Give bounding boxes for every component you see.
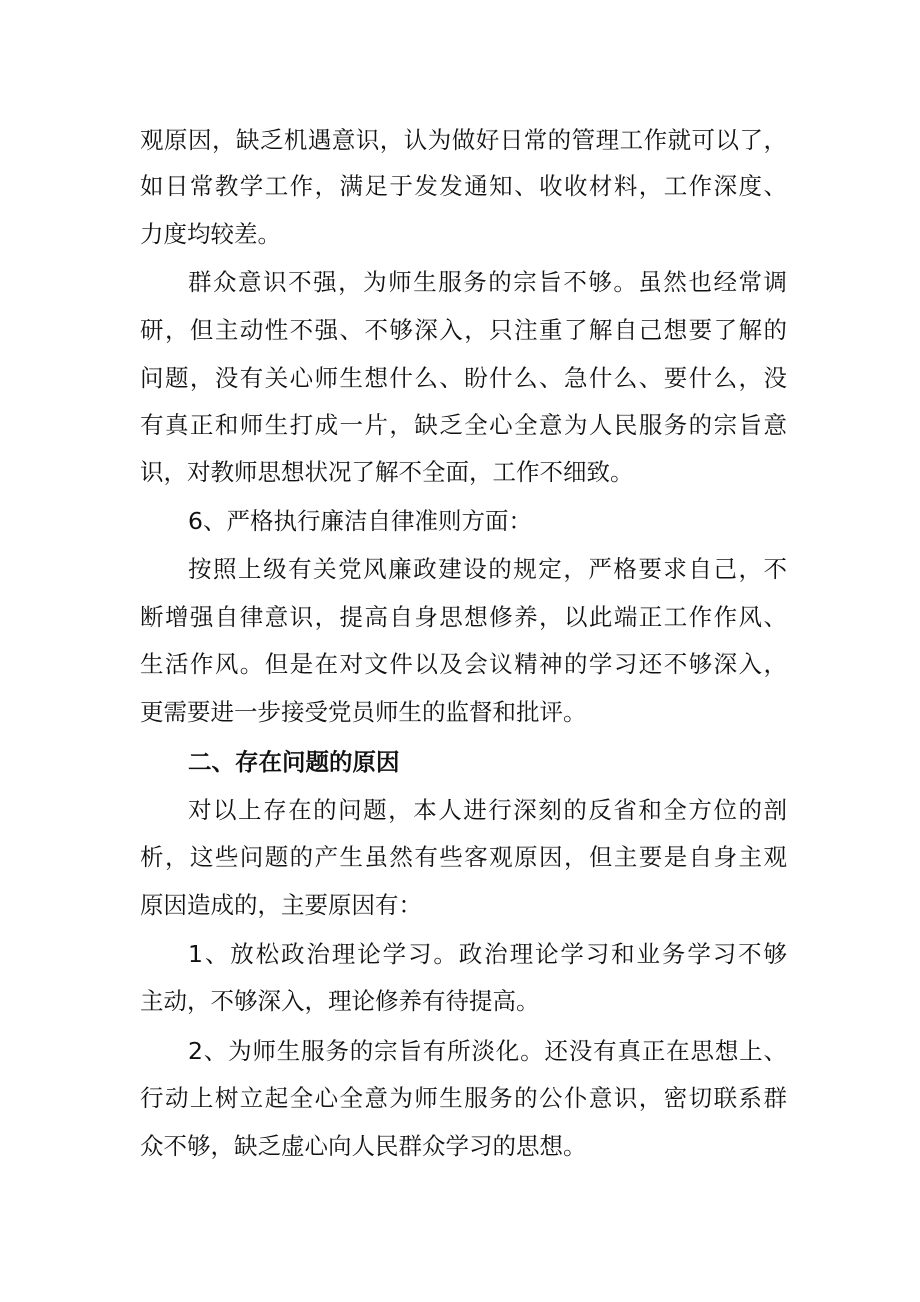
paragraph-line: 析，这些问题的产生虽然有些客观原因，但主要是自身主观 (140, 843, 787, 871)
paragraph-line: 1、放松政治理论学习。政治理论学习和业务学习不够 (188, 940, 787, 968)
paragraph-line: 生活作风。但是在对文件以及会议精神的学习还不够深入， (140, 650, 787, 678)
paragraph-line: 众不够，缺乏虚心向人民群众学习的思想。 (140, 1132, 587, 1160)
paragraph-line: 识，对教师思想状况了解不全面，工作不细致。 (140, 458, 634, 486)
paragraph-line: 2、为师生服务的宗旨有所淡化。还没有真正在思想上、 (188, 1037, 787, 1065)
paragraph-line: 对以上存在的问题，本人进行深刻的反省和全方位的剖 (188, 796, 787, 824)
paragraph-line: 有真正和师生打成一片，缺乏全心全意为人民服务的宗旨意 (140, 411, 787, 439)
paragraph-line: 断增强自律意识，提高自身思想修养，以此端正工作作风、 (140, 603, 787, 631)
paragraph-line: 问题，没有关心师生想什么、盼什么、急什么、要什么，没 (140, 364, 787, 392)
paragraph-line: 如日常教学工作，满足于发发通知、收收材料，工作深度、 (140, 172, 787, 200)
paragraph-line: 行动上树立起全心全意为师生服务的公仆意识，密切联系群 (140, 1084, 787, 1112)
paragraph-line: 主动，不够深入，理论修养有待提高。 (140, 987, 540, 1015)
paragraph-line: 更需要进一步接受党员师生的监督和批评。 (140, 698, 587, 726)
paragraph-line: 按照上级有关党风廉政建设的规定，严格要求自己，不 (188, 555, 787, 583)
paragraph-line: 力度均较差。 (140, 220, 281, 248)
section-heading: 二、存在问题的原因 (188, 748, 400, 776)
paragraph-line: 观原因，缺乏机遇意识，认为做好日常的管理工作就可以了， (140, 126, 787, 154)
section-item-title: 6、严格执行廉洁自律准则方面： (188, 507, 532, 535)
paragraph-line: 原因造成的，主要原因有： (140, 891, 422, 919)
paragraph-line: 研，但主动性不强、不够深入，只注重了解自己想要了解的 (140, 316, 787, 344)
paragraph-line: 群众意识不强，为师生服务的宗旨不够。虽然也经常调 (188, 268, 787, 296)
